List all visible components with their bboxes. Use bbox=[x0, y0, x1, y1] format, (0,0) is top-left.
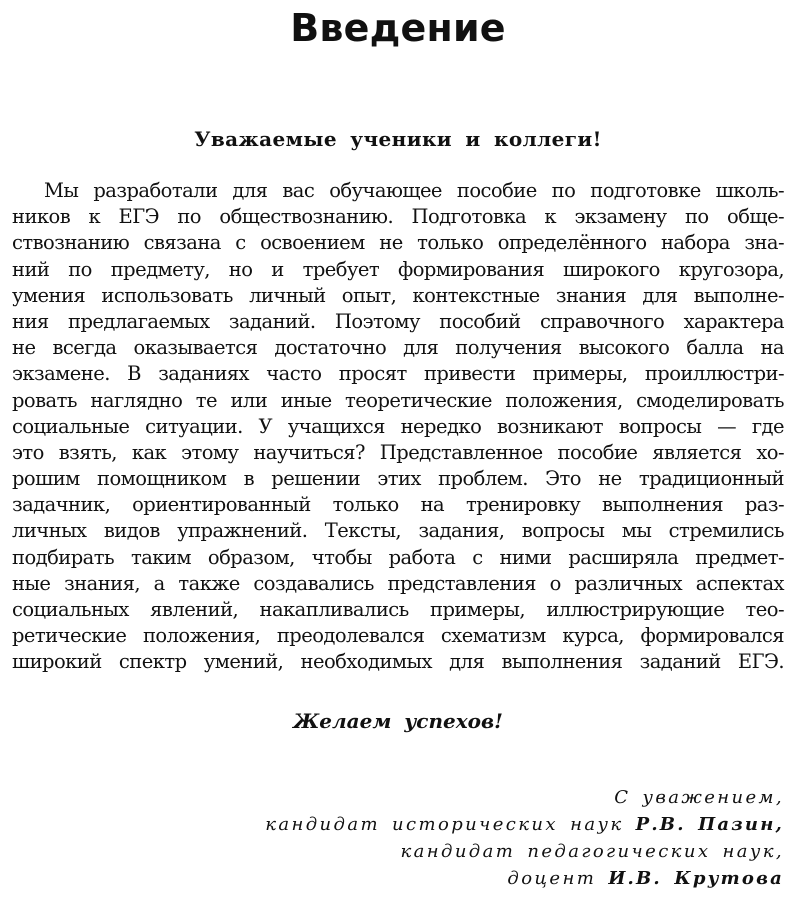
intro-paragraph bbox=[12, 178, 784, 676]
paragraph-line: ников к ЕГЭ по обществознанию. Подготовка к экзамену по обще- bbox=[12, 205, 784, 229]
paragraph-line: ные знания, а также создавались представления о различных аспектах bbox=[12, 571, 784, 595]
paragraph-line: ния предлагаемых заданий. Поэтому пособий справочного характера bbox=[12, 309, 784, 333]
paragraph-line: экзамене. В заданиях часто просят привести примеры, проиллюстри- bbox=[12, 362, 784, 386]
paragraph-line: не всегда оказывается достаточно для получения высокого балла на bbox=[12, 336, 784, 360]
paragraph-line: умения использовать личный опыт, контекстные знания для выполне- bbox=[12, 283, 784, 307]
paragraph-line: Мы разработали для вас обучающее пособие по подготовке школь- bbox=[44, 179, 784, 202]
author-2-name: И.В. Крутова bbox=[608, 868, 784, 889]
paragraph-line: ний по предмету, но и требует формирования широкого кругозора, bbox=[12, 257, 784, 281]
signature-block bbox=[184, 784, 784, 892]
paragraph-line: социальные ситуации. У учащихся нередко возникают вопросы — где bbox=[12, 414, 784, 438]
closing-wish: Желаем успехов! bbox=[293, 709, 503, 733]
paragraph-line: задачник, ориентированный только на тренировку выполнения раз- bbox=[12, 493, 784, 517]
paragraph-line: это взять, как этому научиться? Представленное пособие является хо- bbox=[12, 440, 784, 464]
signature-author-2-title: кандидат педагогических наук, bbox=[400, 841, 784, 862]
paragraph-line: ровать наглядно те или иные теоретические положения, смоделировать bbox=[12, 388, 784, 412]
author-2-title: доцент bbox=[507, 868, 597, 889]
paragraph-line: социальных явлений, накапливались примеры, иллюстрирующие тео- bbox=[12, 598, 784, 621]
paragraph-line: широкий спектр умений, необходимых для выполнения заданий ЕГЭ. bbox=[12, 650, 784, 674]
paragraph-line: ствознанию связана с освоением не только определённого набора зна- bbox=[12, 231, 784, 255]
greeting-heading: Уважаемые ученики и коллеги! bbox=[194, 127, 602, 151]
author-1-title: кандидат исторических наук bbox=[265, 814, 624, 835]
paragraph-line: подбирать таким образом, чтобы работа с ними расширяла предмет- bbox=[12, 545, 784, 569]
paragraph-line: личных видов упражнений. Тексты, задания, вопросы мы стремились bbox=[12, 519, 784, 543]
paragraph-line: ретические положения, преодолевался схематизм курса, формировался bbox=[12, 624, 784, 648]
signature-author-2 bbox=[184, 865, 784, 892]
paragraph-line: рошим помощником в решении этих проблем. Это не традиционный bbox=[12, 467, 784, 491]
signature-salutation: С уважением, bbox=[614, 787, 784, 808]
signature-author-1 bbox=[184, 811, 784, 838]
author-1-name: Р.В. Пазин, bbox=[635, 814, 784, 835]
page-title: Введение bbox=[290, 6, 506, 50]
